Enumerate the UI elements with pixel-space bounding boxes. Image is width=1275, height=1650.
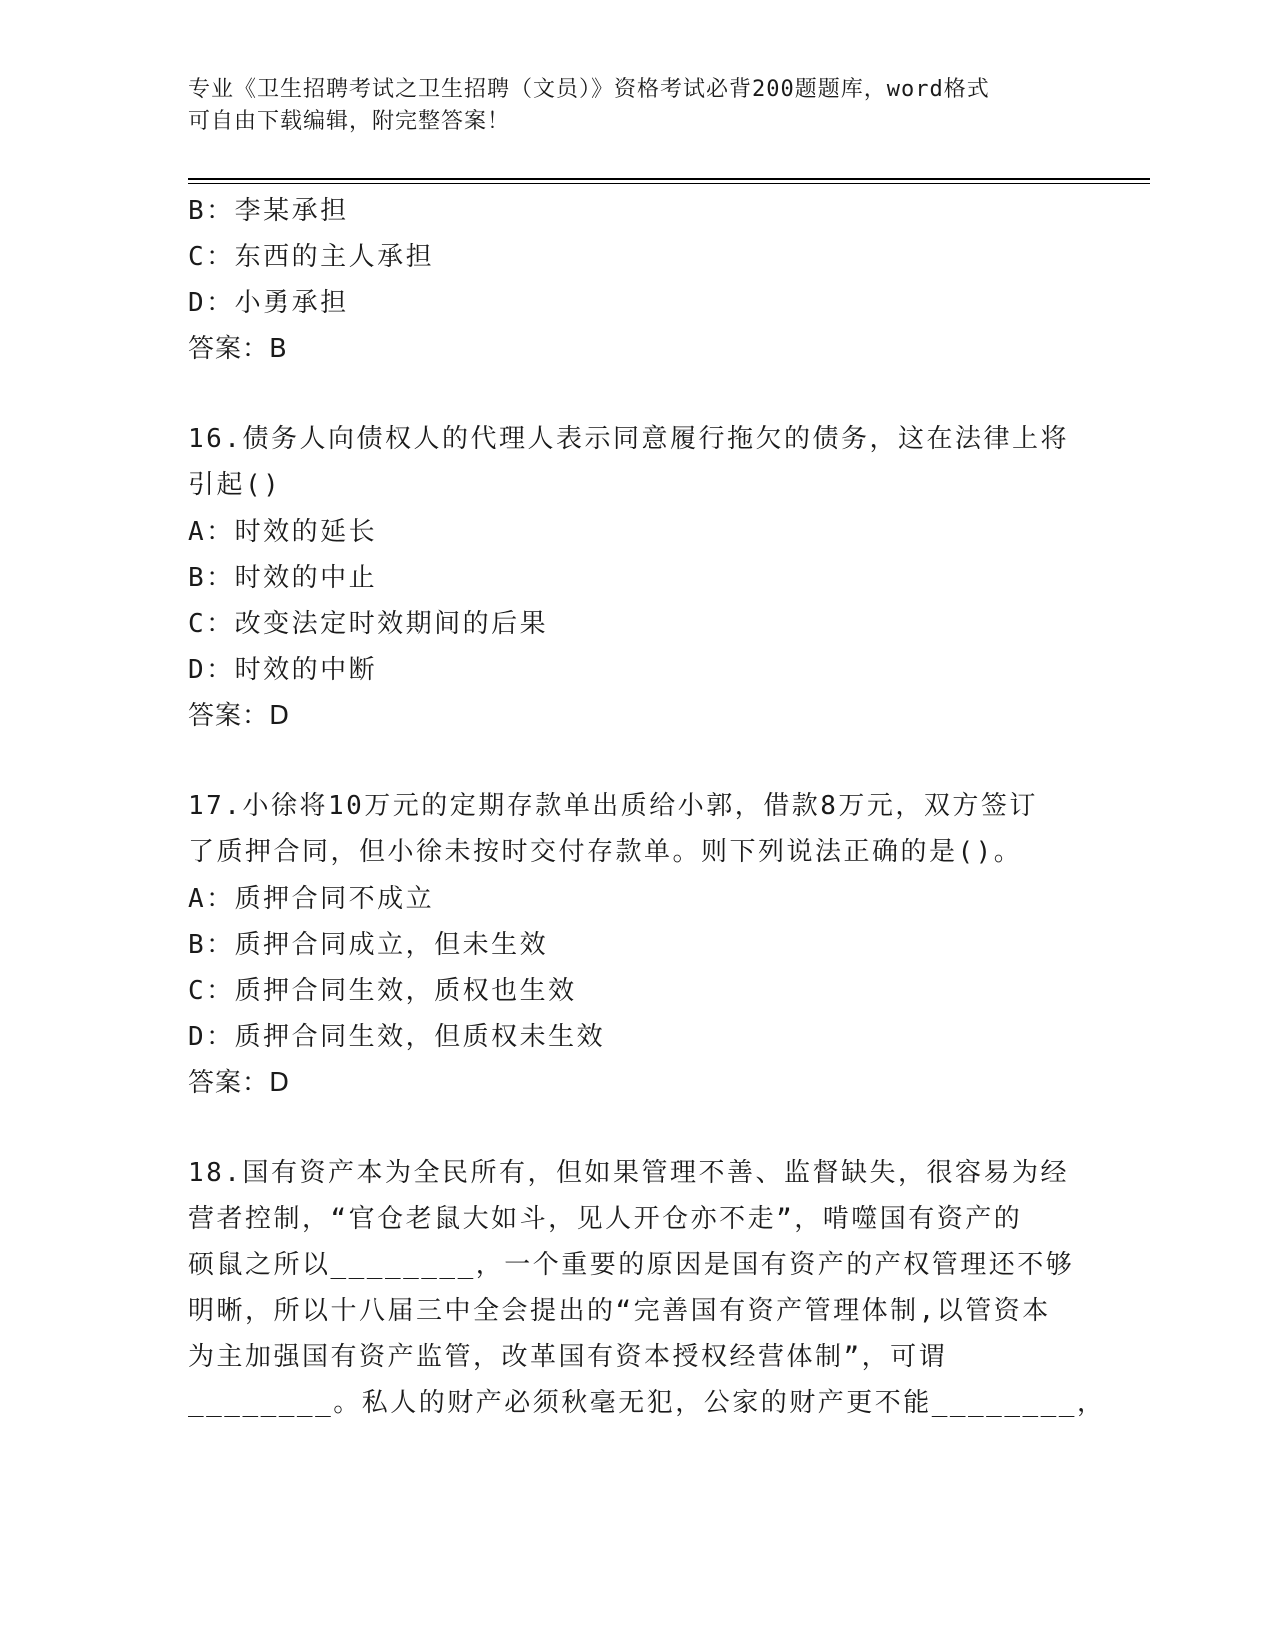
question-text-line: 硕鼠之所以________，一个重要的原因是国有资产的产权管理还不够 bbox=[188, 1250, 1075, 1280]
header-divider-thick bbox=[188, 178, 1150, 180]
question-text-line: 明晰，所以十八届三中全会提出的“完善国有资产管理体制,以管资本 bbox=[188, 1296, 1051, 1326]
question-text-line: 为主加强国有资产监管，改革国有资本授权经营体制”，可谓 bbox=[188, 1342, 948, 1372]
option-a: A：时效的延长 bbox=[188, 517, 378, 547]
question-17 bbox=[188, 784, 1088, 1106]
question-list bbox=[188, 188, 1106, 1427]
document-header bbox=[188, 74, 1088, 138]
answer-line: 答案：D bbox=[188, 701, 291, 731]
spacer bbox=[188, 372, 1088, 417]
answer-line: 答案：D bbox=[188, 1068, 291, 1098]
header-divider-thin bbox=[188, 183, 1150, 184]
header-line-1: 专业《卫生招聘考试之卫生招聘（文员）》资格考试必背200题题库，word格式 bbox=[188, 77, 990, 102]
question-text-line: 营者控制，“官仓老鼠大如斗，见人开仓亦不走”，啃噬国有资产的 bbox=[188, 1204, 1023, 1234]
question-text-line: ________。私人的财产必须秋毫无犯，公家的财产更不能________， bbox=[188, 1388, 1106, 1418]
option-c: C：改变法定时效期间的后果 bbox=[188, 609, 549, 639]
question-15-tail bbox=[188, 188, 1088, 372]
question-16 bbox=[188, 417, 1088, 739]
header-line-2: 可自由下载编辑，附完整答案！ bbox=[188, 109, 511, 134]
question-18 bbox=[188, 1151, 1106, 1427]
option-b: B：李某承担 bbox=[188, 196, 349, 226]
spacer bbox=[188, 1106, 1088, 1151]
answer-line: 答案：B bbox=[188, 334, 288, 364]
option-b: B：质押合同成立，但未生效 bbox=[188, 930, 549, 960]
question-text-line: 16.债务人向债权人的代理人表示同意履行拖欠的债务，这在法律上将 bbox=[188, 424, 1069, 454]
question-text-line: 17.小徐将10万元的定期存款单出质给小郭，借款8万元，双方签订 bbox=[188, 791, 1038, 821]
option-d: D：质押合同生效，但质权未生效 bbox=[188, 1022, 606, 1052]
option-b: B：时效的中止 bbox=[188, 563, 378, 593]
option-d: D：时效的中断 bbox=[188, 655, 378, 685]
question-text-line: 引起() bbox=[188, 470, 282, 500]
spacer bbox=[188, 739, 1088, 784]
question-text-line: 18.国有资产本为全民所有，但如果管理不善、监督缺失，很容易为经 bbox=[188, 1158, 1069, 1188]
option-c: C：质押合同生效，质权也生效 bbox=[188, 976, 577, 1006]
option-c: C：东西的主人承担 bbox=[188, 242, 435, 272]
question-text-line: 了质押合同，但小徐未按时交付存款单。则下列说法正确的是()。 bbox=[188, 837, 1023, 867]
option-a: A：质押合同不成立 bbox=[188, 884, 435, 914]
option-d: D：小勇承担 bbox=[188, 288, 349, 318]
